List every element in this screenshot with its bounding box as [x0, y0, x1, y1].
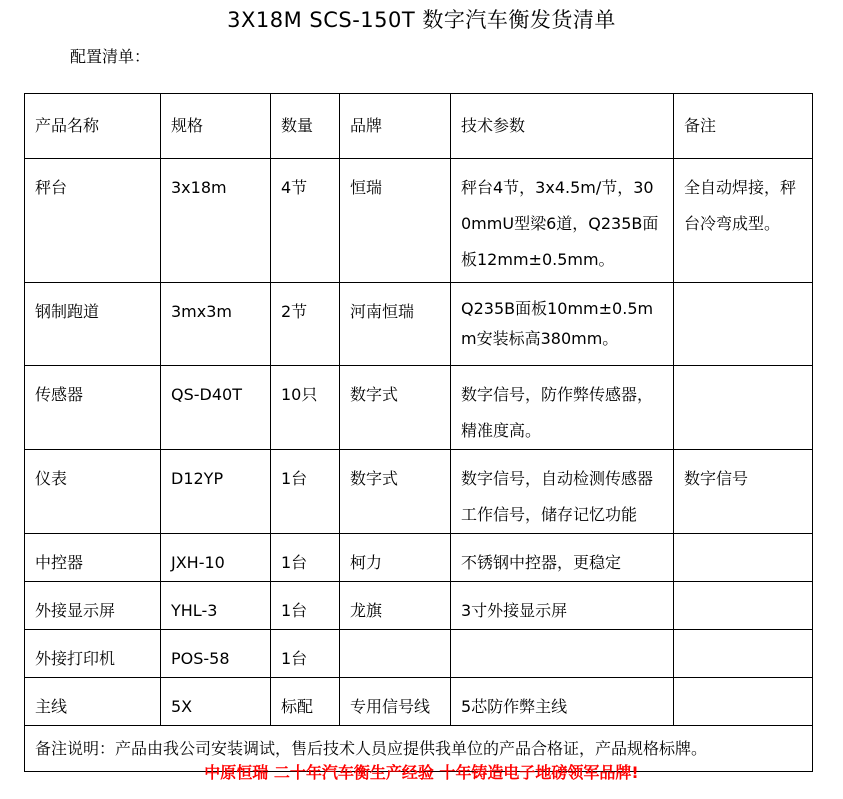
cell-spec: 3mx3m	[161, 283, 271, 366]
cell-product-name: 主线	[25, 678, 161, 726]
cell-spec: 3x18m	[161, 159, 271, 283]
cell-spec: 5X	[161, 678, 271, 726]
table-row	[25, 582, 813, 630]
cell-remarks: 数字信号	[674, 450, 813, 534]
cell-product-name: 中控器	[25, 534, 161, 582]
cell-brand: 数字式	[340, 450, 451, 534]
table-row	[25, 534, 813, 582]
cell-product-name: 外接打印机	[25, 630, 161, 678]
cell-tech-params: Q235B面板10mm±0.5mm安装标高380mm。	[451, 283, 674, 366]
cell-tech-params: 秤台4节，3x4.5m/节，300mmU型梁6道，Q235B面板12mm±0.5mm。	[451, 159, 674, 283]
cell-tech-params: 不锈钢中控器，更稳定	[451, 534, 674, 582]
cell-remarks	[674, 283, 813, 366]
cell-quantity: 1台	[271, 630, 340, 678]
cell-brand: 数字式	[340, 366, 451, 450]
header-remarks: 备注	[674, 94, 813, 159]
cell-tech-params: 3寸外接显示屏	[451, 582, 674, 630]
cell-remarks: 全自动焊接，秤台冷弯成型。	[674, 159, 813, 283]
table-row	[25, 159, 813, 283]
table-header-row	[25, 94, 813, 159]
cell-brand: 河南恒瑞	[340, 283, 451, 366]
header-spec: 规格	[161, 94, 271, 159]
header-quantity: 数量	[271, 94, 340, 159]
cell-brand	[340, 630, 451, 678]
cell-tech-params	[451, 630, 674, 678]
table-note: 备注说明：产品由我公司安装调试，售后技术人员应提供我单位的产品合格证，产品规格标牌。	[25, 726, 813, 772]
cell-remarks	[674, 366, 813, 450]
table-row	[25, 450, 813, 534]
cell-product-name: 仪表	[25, 450, 161, 534]
cell-brand: 专用信号线	[340, 678, 451, 726]
cell-product-name: 秤台	[25, 159, 161, 283]
cell-quantity: 1台	[271, 582, 340, 630]
cell-remarks	[674, 534, 813, 582]
cell-tech-params: 数字信号，防作弊传感器，精准度高。	[451, 366, 674, 450]
document-title: 3X18M SCS-150T 数字汽车衡发货清单	[227, 8, 616, 32]
config-list-label: 配置清单：	[70, 47, 151, 66]
cell-quantity: 4节	[271, 159, 340, 283]
header-tech-params: 技术参数	[451, 94, 674, 159]
cell-quantity: 1台	[271, 534, 340, 582]
cell-quantity: 2节	[271, 283, 340, 366]
cell-quantity: 1台	[271, 450, 340, 534]
cell-product-name: 外接显示屏	[25, 582, 161, 630]
cell-tech-params: 5芯防作弊主线	[451, 678, 674, 726]
cell-tech-params: 数字信号，自动检测传感器工作信号，储存记忆功能	[451, 450, 674, 534]
cell-spec: JXH-10	[161, 534, 271, 582]
cell-brand: 柯力	[340, 534, 451, 582]
cell-spec: POS-58	[161, 630, 271, 678]
cell-remarks	[674, 678, 813, 726]
cell-brand: 恒瑞	[340, 159, 451, 283]
header-brand: 品牌	[340, 94, 451, 159]
cell-quantity: 标配	[271, 678, 340, 726]
table-row	[25, 283, 813, 366]
cell-quantity: 10只	[271, 366, 340, 450]
shipping-list-table	[24, 93, 813, 772]
cell-remarks	[674, 582, 813, 630]
table-row	[25, 366, 813, 450]
cell-spec: YHL-3	[161, 582, 271, 630]
cell-spec: D12YP	[161, 450, 271, 534]
cell-product-name: 钢制跑道	[25, 283, 161, 366]
cell-spec: QS-D40T	[161, 366, 271, 450]
footer-slogan: 中原恒瑞 二十年汽车衡生产经验 十年铸造电子地磅领军品牌!	[204, 763, 639, 782]
cell-product-name: 传感器	[25, 366, 161, 450]
cell-remarks	[674, 630, 813, 678]
table-row	[25, 678, 813, 726]
cell-brand: 龙旗	[340, 582, 451, 630]
table-row	[25, 630, 813, 678]
header-product-name: 产品名称	[25, 94, 161, 159]
